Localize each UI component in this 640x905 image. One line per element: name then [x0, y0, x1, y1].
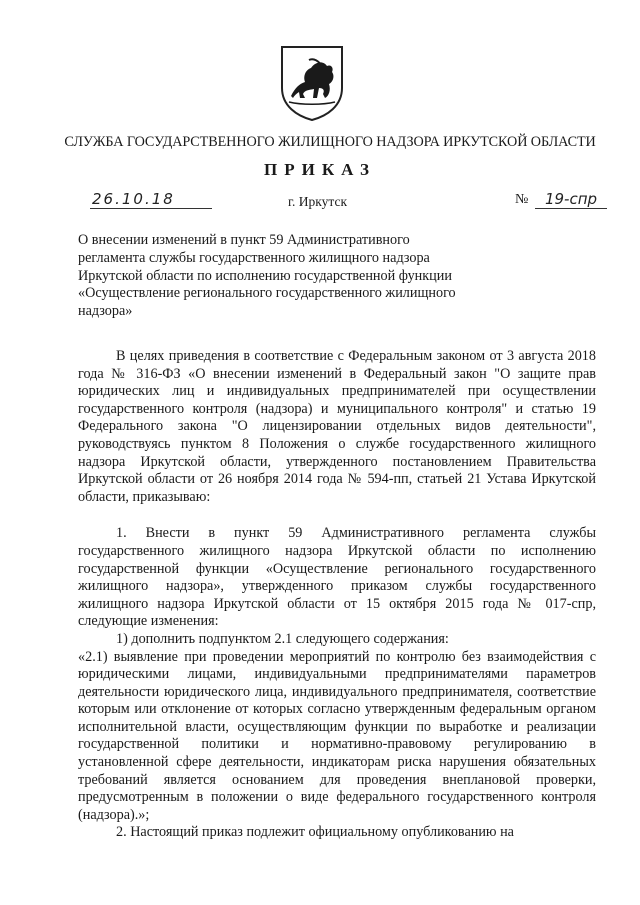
- preamble-paragraph: В целях приведения в соответствие с Федеральным законом от 3 августа 2018 года № 316-ФЗ «О внесении изменений в Федеральный закон "О защите прав юридических лиц и индивидуальных предпринимателей при осуществлении государственного контроля (надзора) и муниципального контроля" и статью 19 Федерального закона "О лицензировании отдельных видов деятельности", руководствуясь пунктом 8 Положения о службе государственного жилищного надзора Иркутской области, утвержденного постановлением Правительства Иркутской области от 26 ноября 2014 года № 594-пп, статьей 21 Устава Иркутской области, приказываю:: [78, 348, 596, 505]
- document-type-title: ПРИКАЗ: [264, 160, 376, 179]
- document-meta-row: [0, 190, 640, 216]
- item-2-paragraph: 2. Настоящий приказ подлежит официальному опубликованию на: [116, 824, 514, 841]
- item-1-subpoint: 1) дополнить подпунктом 2.1 следующего содержания:: [116, 630, 449, 647]
- document-subject: О внесении изменений в пункт 59 Административного регламента службы государственного жилищного надзора Иркутской области по исполнению государственной функции «Осуществление регионального государственного жилищного надзора»: [78, 232, 456, 320]
- document-city: г. Иркутск: [288, 194, 347, 209]
- item-1-paragraph: 1. Внести в пункт 59 Административного регламента службы государственного жилищного надзора Иркутской области по исполнению государственной функции «Осуществление регионального государственного жилищного надзора», утвержденного приказом службы государственного жилищного надзора Иркутской области от 15 октября 2015 года № 017-спр, следующие изменения:: [78, 525, 596, 630]
- coat-of-arms-icon: [279, 44, 345, 122]
- agency-name: СЛУЖБА ГОСУДАРСТВЕННОГО ЖИЛИЩНОГО НАДЗОРА ИРКУТСКОЙ ОБЛАСТИ: [64, 134, 596, 150]
- document-date: 26.10.18: [90, 190, 212, 209]
- quoted-amendment: «2.1) выявление при проведении мероприятий по контролю без взаимодействия с юридическими лицами, индивидуальными предпринимателями параметров деятельности юридического лица, индивидуального предпринимателя, соответствие которым или отклонение от которых согласно утвержденным федеральным органом исполнительной власти, осуществляющим функции по выработке и реализации государственной политики и нормативно-правовому регулированию в установленной сфере деятельности, индикаторам риска нарушения обязательных требований является основанием для проведения внеплановой проверки, предусмотренным в положении о виде федерального государственного контроля (надзора).»;: [78, 648, 596, 823]
- document-number: 19-спр: [535, 190, 607, 209]
- document-number-label: №: [515, 192, 529, 207]
- document-body: [78, 348, 596, 842]
